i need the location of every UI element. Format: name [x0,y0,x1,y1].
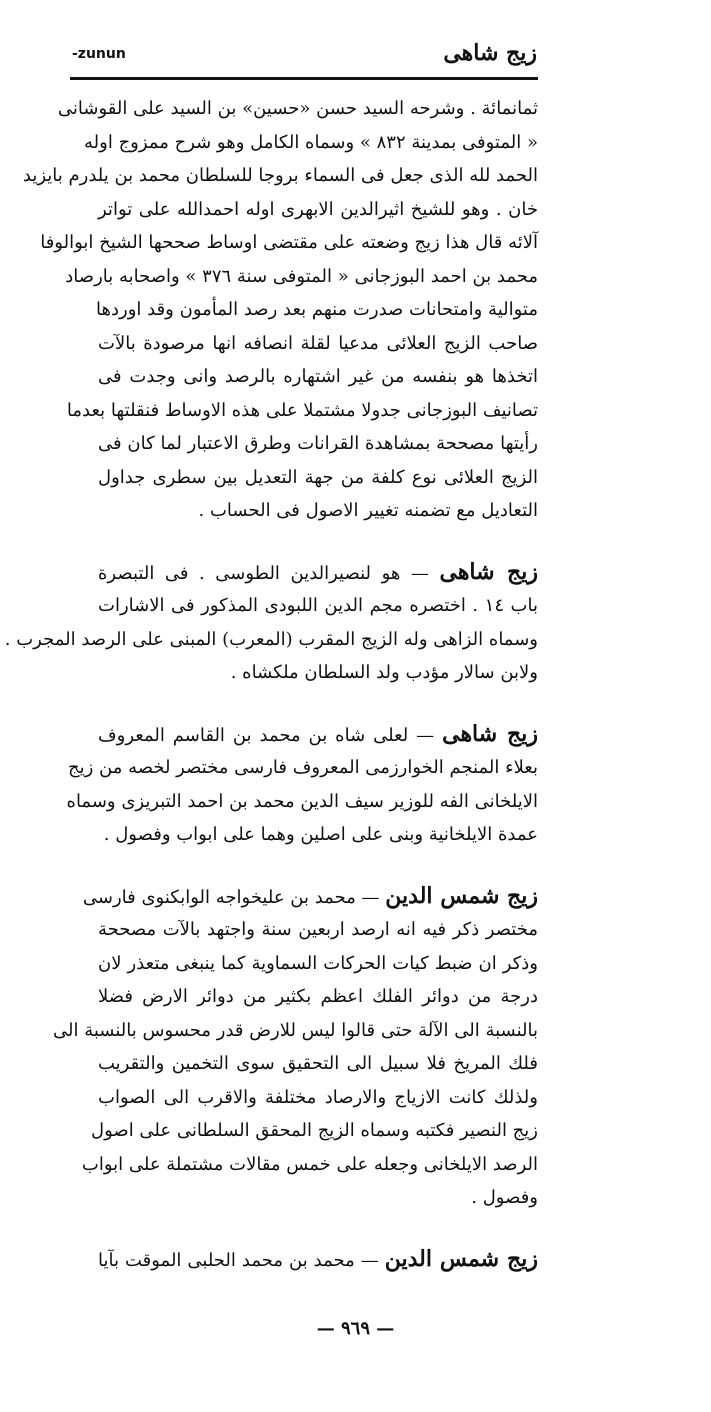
text-line: الايلخانى الفه للوزير سيف الدين محمد بن احمد التبريزى وسماه [66,790,538,812]
text-line [98,556,538,590]
paragraph-4 [52,880,538,1215]
header-title: زيج شاهى [443,40,537,66]
text-line: فلك المريخ فلا سبيل الى التحقيق سوى التخمين والتقريب [98,1053,538,1074]
header-rule [70,77,538,80]
entry-heading: زيج شمس الدين [385,882,538,909]
entry-text: — لعلى شاه بن محمد بن القاسم المعروف [98,724,435,746]
text-line: « المتوفى بمدينة ٨٣٢ » وسماه الكامل وهو شرح ممزوج اوله [84,131,538,153]
entry-text: — هو لنصيرالدين الطوسى . فى التبصرة [98,562,429,584]
text-line: وسماه الزاهى وله الزيج المقرب (المعرب) المبنى على الرصد المجرب . [4,628,538,650]
text-line: تصانيف البوزجانى جدولا مشتملا على هذه الاوساط فنقلتها بعدما [66,399,538,421]
paragraph-2 [4,556,538,690]
text-line: الحمد لله الذى جعل فى السماء بروجا للسلطان محمد بن يلدرم بايزيد [22,165,538,186]
entry-text: — محمد بن محمد الحلبى الموقت بآيا [98,1249,379,1271]
text-line: آلائه قال هذا زيج وضعته على مقتضى اوساط صححها الشيخ ابوالوفا [40,232,538,253]
entry-text: — محمد بن عليخواجه الوابكنوى فارسى [82,886,380,908]
paragraph-5 [98,1243,538,1277]
text-line: ثمانمائة . وشرحه السيد حسن «حسين» بن السيد على القوشانى [57,98,538,119]
paragraph-3 [66,718,538,852]
text-line [82,880,538,914]
text-line: خان . وهو للشيخ اثيرالدين الابهرى اوله احمدالله على تواتر [98,198,538,220]
paragraph-1 [22,92,538,528]
text-line: متوالية وامتحانات صدرت منهم بعد رصد المأمون وقد اوردها [96,299,538,320]
entry-heading: زيج شاهى [442,720,538,747]
text-line: ولذلك كانت الازياج والارصاد مختلفة والاقرب الى الصواب [98,1086,538,1108]
text-line: اتخذها هو بنفسه من غير اشتهاره بالرصد وانى وجدت فى [98,366,538,387]
text-line: زيج النصير فكتبه وسماه الزيج المحقق السلطانى على اصول [91,1120,538,1141]
text-line: محمد بن احمد البوزجانى « المتوفى سنة ٣٧٦ » واصحابه بارصاد [65,265,538,287]
text-body [4,92,538,1276]
text-line: باب ١٤ . اختصره مجم الدين اللبودى المذكور فى الاشارات [98,595,538,616]
text-line: وذكر ان ضبط كيات الحركات السماوية كما ينبغى متعذر لان [98,952,538,974]
page-number: — ٩٦٩ — [316,1318,395,1339]
text-line: التعاديل مع تضمنه تغيير الاصول فى الحساب . [198,500,538,521]
text-line [98,718,538,752]
text-line: رأيتها مصححة بمشاهدة القرانات وطرق الاعتبار لما كان فى [98,433,538,454]
text-line: الزيج العلائى نوع كلفة من جهة التعديل بين سطرى جداول [98,466,538,488]
text-line: الرصد الايلخانى وجعله على خمس مقالات مشتملة على ابواب [81,1153,538,1175]
entry-heading: زيج شمس الدين [384,1245,538,1272]
text-line: عمدة الايلخانية وبنى على اصلين وهما على ابواب وفصول . [103,824,538,845]
running-header [72,40,537,74]
text-line: صاحب الزيج العلائى مدعيا لقلة انصافه انها مرصودة بالآت [98,332,538,354]
text-line: بعلاء المنجم الخوارزمى المعروف فارسى مختصر لخصه من زيج [67,757,538,778]
text-line: بالنسبة الى الآلة حتى قالوا ليس للارض قدر محسوس بالنسبة الى [52,1019,538,1041]
text-line: مختصر ذكر فيه انه ارصد اربعين سنة واجتهد بالآت مصححة [98,919,538,940]
text-line: درجة من دوائر الفلك اعظم بكثير من دوائر الارض فضلا [98,986,538,1007]
text-line: ولابن سالار مؤدب ولد السلطان ملكشاه . [230,662,538,683]
entry-heading: زيج شاهى [439,558,538,585]
header-left: -zunun [72,46,126,62]
text-line [98,1243,538,1277]
text-line: وفصول . [471,1187,538,1208]
